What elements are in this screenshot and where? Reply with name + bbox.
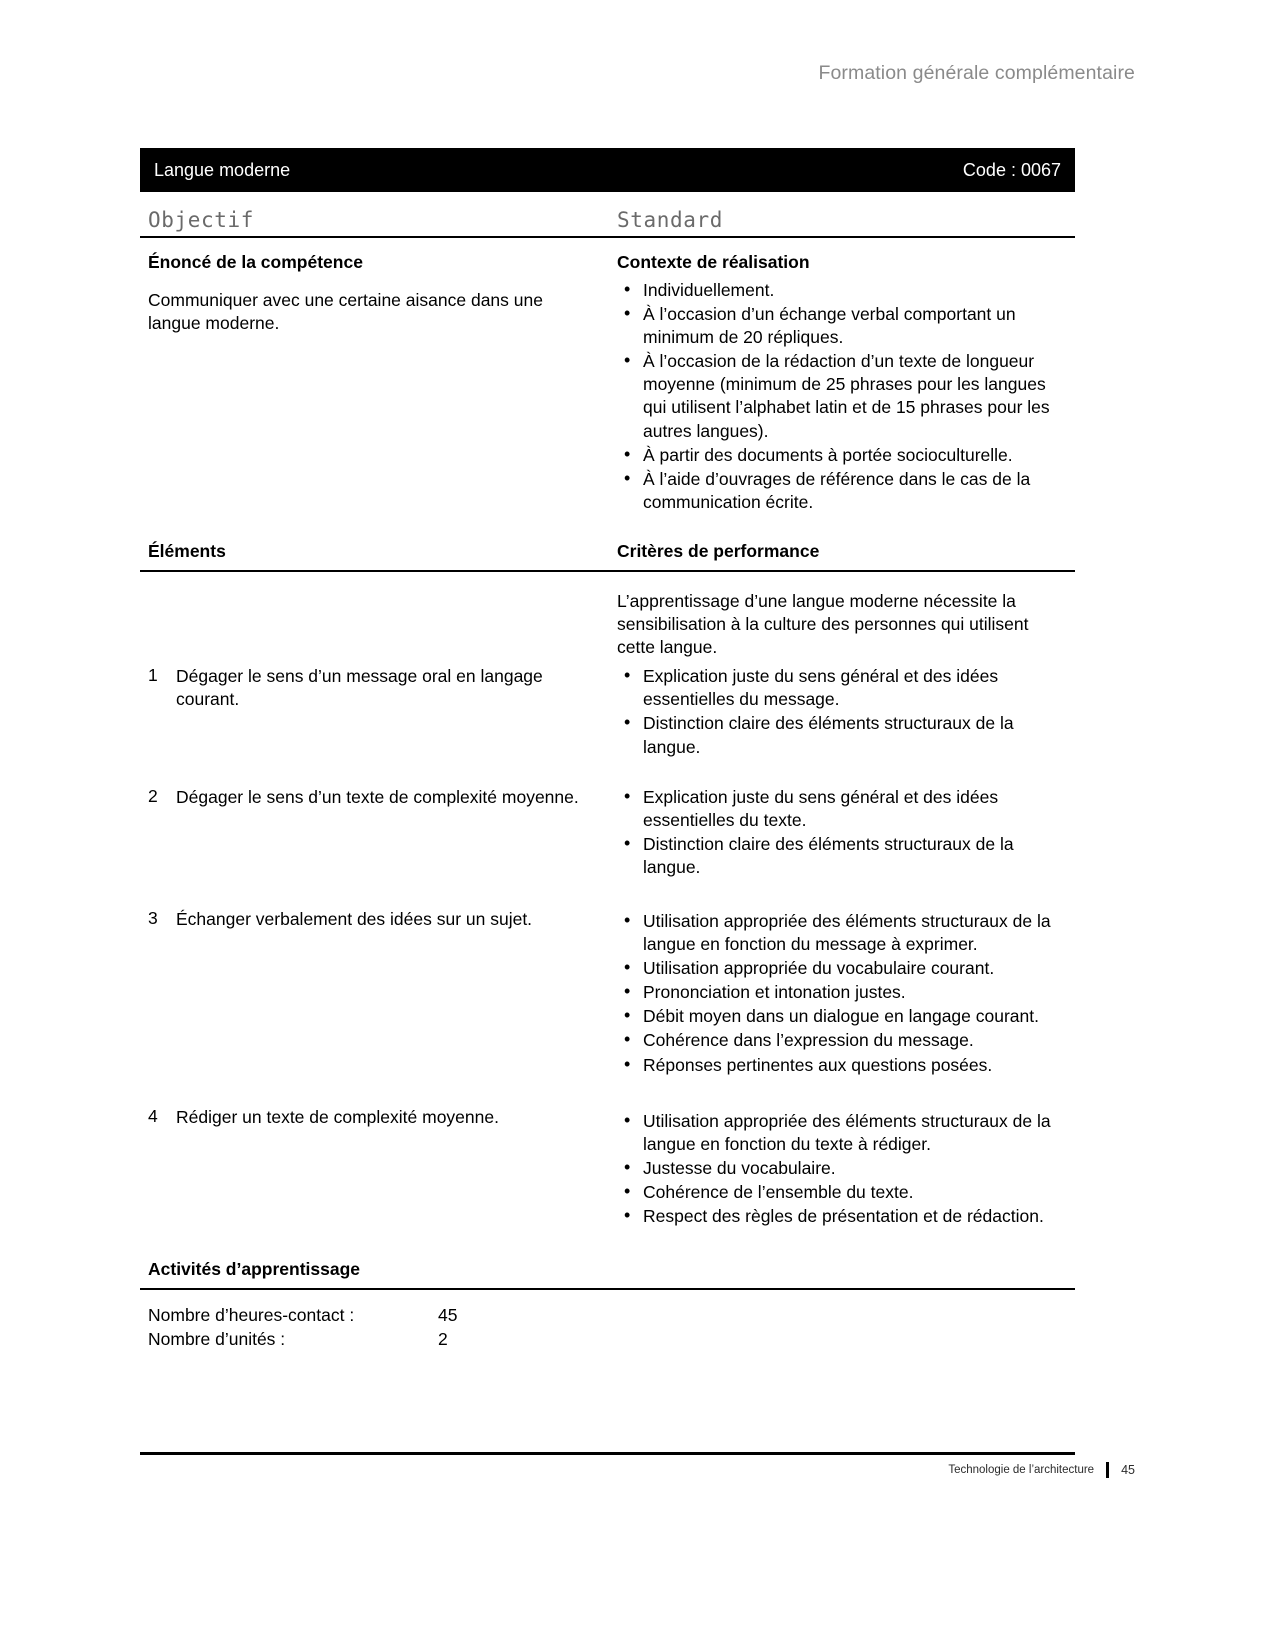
document-header: Formation générale complémentaire <box>818 62 1135 84</box>
list-item: • À partir des documents à portée socioculturelle. <box>617 444 1071 467</box>
competence-text: Communiquer avec une certaine aisance dans une langue moderne. <box>148 290 543 334</box>
criteria-list <box>617 1110 1071 1228</box>
element-text: Échanger verbalement des idées sur un sujet. <box>176 908 533 929</box>
criteria-intro: L’apprentissage d’une langue moderne nécessite la sensibilisation à la culture des personnes qui utilisent cette langue. <box>617 590 1029 658</box>
list-item: • À l’occasion de la rédaction d’un texte de longueur moyenne (minimum de 25 phrases pour les langues qui utilisent l’alphabet latin et de 15 phrases pour les autres langues). <box>617 350 1071 442</box>
list-item: • Individuellement. <box>617 279 1071 302</box>
list-item: • Réponses pertinentes aux questions posées. <box>617 1054 1071 1077</box>
activites-heading: Activités d’apprentissage <box>148 1259 361 1280</box>
competence-contexte-row <box>140 238 1075 515</box>
element-text: Rédiger un texte de complexité moyenne. <box>176 1106 499 1127</box>
page-footer <box>948 1462 1135 1478</box>
list-item: • Explication juste du sens général et des idées essentielles du message. <box>617 665 1071 711</box>
element-text: Dégager le sens d’un message oral en langage courant. <box>176 666 543 710</box>
footer-divider <box>140 1452 1075 1455</box>
competence-heading: Énoncé de la compétence <box>148 252 363 272</box>
list-item: • Cohérence de l’ensemble du texte. <box>617 1181 1071 1204</box>
list-item: • Explication juste du sens général et des idées essentielles du texte. <box>617 786 1071 832</box>
element-number: 1 <box>148 665 158 686</box>
element-row <box>140 908 1075 1078</box>
criteria-heading: Critères de performance <box>617 540 820 561</box>
activites-table <box>140 1290 1075 1352</box>
activites-label: Nombre d’unités : <box>148 1328 286 1349</box>
element-number: 4 <box>148 1105 158 1126</box>
activites-value: 2 <box>438 1328 448 1349</box>
spacer <box>140 515 1075 541</box>
footer-separator <box>1106 1462 1109 1478</box>
list-item: • Respect des règles de présentation et de rédaction. <box>617 1205 1071 1228</box>
criteria-list <box>617 786 1071 879</box>
activites-label: Nombre d’heures-contact : <box>148 1305 355 1326</box>
table-row <box>148 1328 1075 1352</box>
criteria-list <box>617 910 1071 1077</box>
element-row <box>140 665 1075 759</box>
course-code: Code : 0067 <box>962 159 1061 180</box>
page-number: 45 <box>1121 1463 1135 1477</box>
list-item: • Utilisation appropriée des éléments structuraux de la langue en fonction du message à exprimer. <box>617 910 1071 956</box>
criteria-list <box>617 665 1071 758</box>
table-row <box>148 1304 1075 1328</box>
element-number: 2 <box>148 785 158 806</box>
list-item: • Utilisation appropriée des éléments structuraux de la langue en fonction du texte à rédiger. <box>617 1110 1071 1156</box>
list-item: • À l’occasion d’un échange verbal comportant un minimum de 20 répliques. <box>617 303 1071 349</box>
column-heading-objectif: Objectif <box>148 208 254 232</box>
element-number: 3 <box>148 907 158 928</box>
list-item: • Justesse du vocabulaire. <box>617 1157 1071 1180</box>
list-item: • Prononciation et intonation justes. <box>617 981 1071 1004</box>
element-row <box>140 786 1075 880</box>
contexte-heading: Contexte de réalisation <box>617 252 810 272</box>
column-heading-standard: Standard <box>617 208 723 232</box>
contexte-list <box>617 279 1071 514</box>
elements-heading: Éléments <box>148 540 226 561</box>
list-item: • Cohérence dans l’expression du message. <box>617 1029 1071 1052</box>
activites-value: 45 <box>438 1305 458 1326</box>
document-content <box>140 148 1075 1352</box>
list-item: • Débit moyen dans un dialogue en langage courant. <box>617 1005 1071 1028</box>
elements-heading-row <box>140 541 1075 568</box>
element-text: Dégager le sens d’un texte de complexité moyenne. <box>176 786 579 807</box>
criteria-intro-row <box>140 572 1075 661</box>
objectif-standard-band <box>140 192 1075 238</box>
list-item: • Distinction claire des éléments structuraux de la langue. <box>617 712 1071 758</box>
course-name: Langue moderne <box>154 159 291 180</box>
list-item: • À l’aide d’ouvrages de référence dans le cas de la communication écrite. <box>617 468 1071 514</box>
footer-source: Technologie de l’architecture <box>948 1464 1095 1476</box>
element-row <box>140 1106 1075 1229</box>
list-item: • Distinction claire des éléments structuraux de la langue. <box>617 833 1071 879</box>
course-title-bar <box>140 148 1075 192</box>
list-item: • Utilisation appropriée du vocabulaire courant. <box>617 957 1071 980</box>
spacer <box>140 1229 1075 1259</box>
